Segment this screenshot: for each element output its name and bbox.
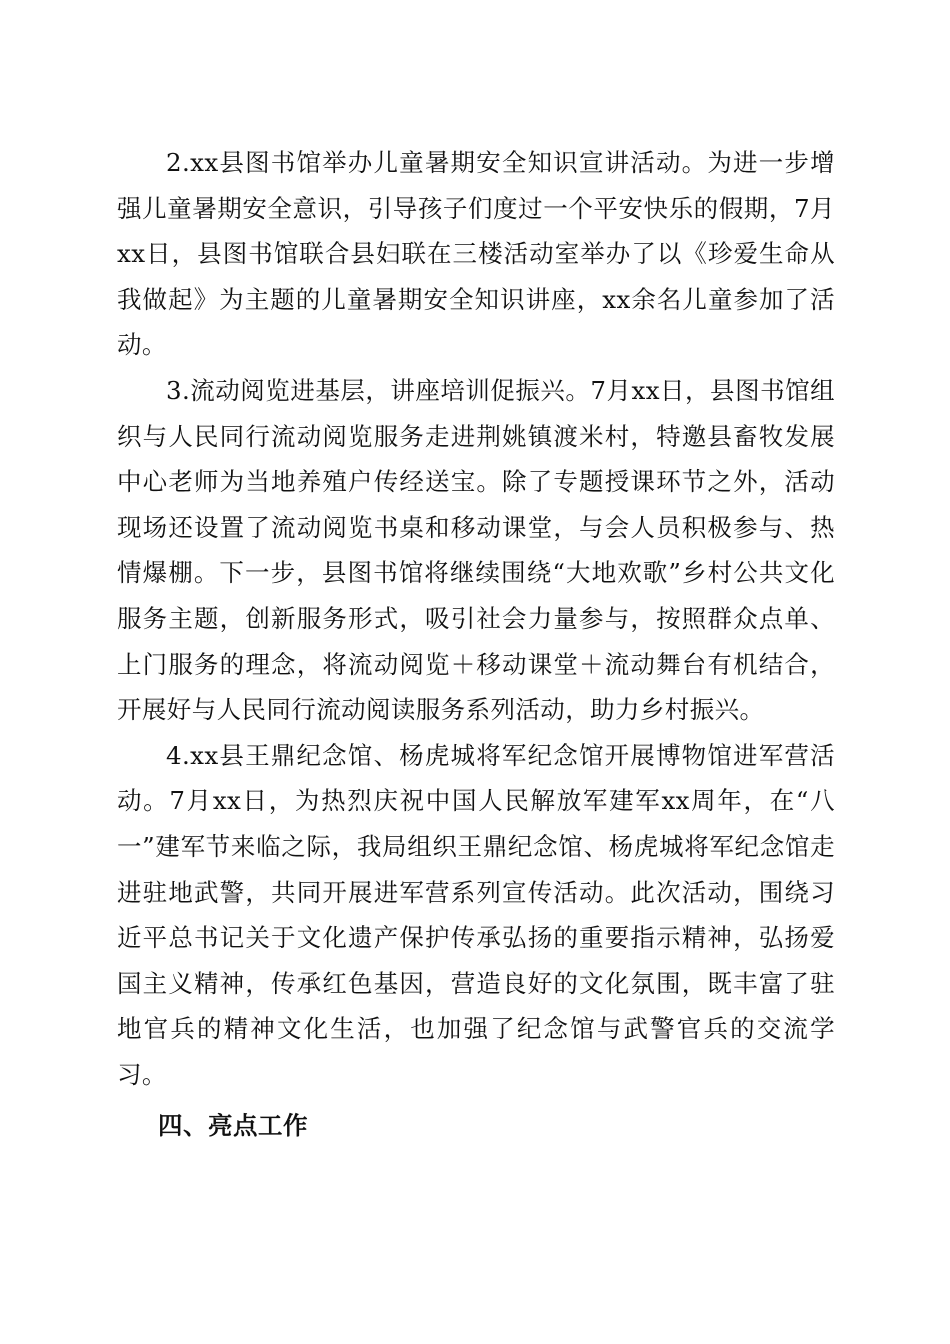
paragraph-library-safety-lecture: 2.xx县图书馆举办儿童暑期安全知识宣讲活动。为进一步增强儿童暑期安全意识，引导孩子们度过一个平安快乐的假期，7月xx日，县图书馆联合县妇联在三楼活动室举办了以《珍爱生命从我做起》为主题的儿童暑期安全知识讲座，xx余名儿童参加了活动。	[117, 148, 835, 360]
paragraph-museum-into-barracks: 4.xx县王鼎纪念馆、杨虎城将军纪念馆开展博物馆进军营活动。7月xx日，为热烈庆祝中国人民解放军建军xx周年，在“八一”建军节来临之际，我局组织王鼎纪念馆、杨虎城将军纪念馆走进驻地武警，共同开展进军营系列宣传活动。此次活动，围绕习近平总书记关于文化遗产保护传承弘扬的重要指示精神，弘扬爱国主义精神，传承红色基因，营造良好的文化氛围，既丰富了驻地官兵的精神文化生活，也加强了纪念馆与武警官兵的交流学习。	[117, 740, 835, 1089]
paragraph-mobile-reading-service: 3.流动阅览进基层，讲座培训促振兴。7月xx日，县图书馆组织与人民同行流动阅览服务走进荆姚镇渡米村，特邀县畜牧发展中心老师为当地养殖户传经送宝。除了专题授课环节之外，活动现场还设置了流动阅览书桌和移动课堂，与会人员积极参与、热情爆棚。下一步，县图书馆将继续围绕“大地欢歌”乡村公共文化服务主题，创新服务形式，吸引社会力量参与，按照群众点单、上门服务的理念，将流动阅览＋移动课堂＋流动舞台有机结合，开展好与人民同行流动阅读服务系列活动，助力乡村振兴。	[117, 375, 835, 725]
document-body	[117, 140, 835, 1155]
section-heading-highlights: 四、亮点工作	[158, 1111, 308, 1141]
